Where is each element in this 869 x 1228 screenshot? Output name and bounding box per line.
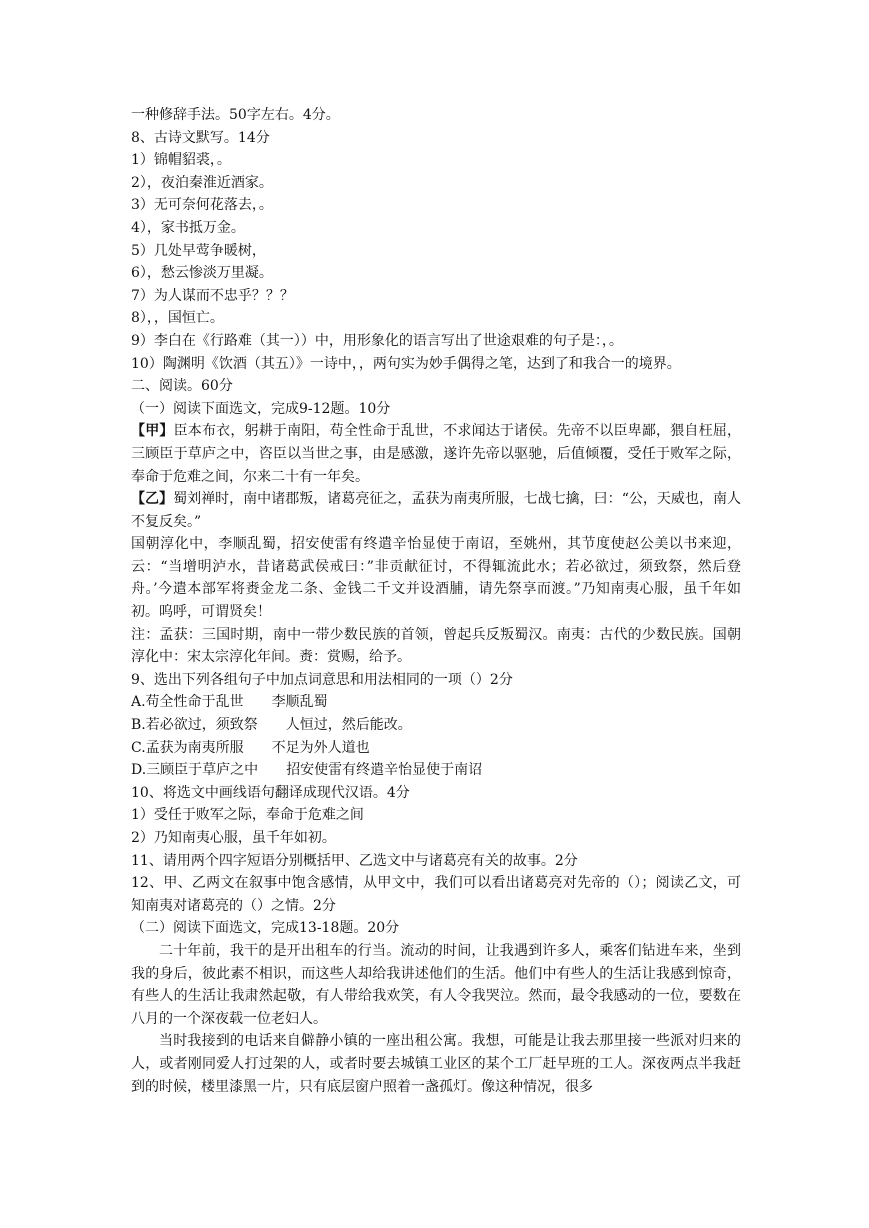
section-heading: 二、阅读。60分 (131, 378, 233, 395)
passage-yi-continued: 国朝淳化中，李顺乱蜀，招安使雷有终遣辛怡显使于南诏，至姚州，其节度使赵公美以书来迎，云：“当增明泸水，昔诸葛武侯戒曰：”非贡献征讨，不得辄流此水；若必欲过，须致祭，然后登舟。’今遣本部军将赉金龙二条、金钱二千文并设酒脯，请先祭享而渡。”乃知南夷心服，虽千年如初。呜呼，可谓贤矣！ (131, 536, 741, 621)
text-line: 9）李白在《行路难（其一））中，用形象化的语言写出了世途艰难的句子是：，。 (131, 332, 623, 349)
text-line: 8），，国恒亡。 (131, 310, 224, 327)
text-line: 4），家书抵万金。 (131, 219, 245, 236)
option-compare-text: 人恒过，然后能改。 (285, 717, 412, 734)
passage-tag: 【乙】 (131, 491, 174, 508)
translation-item: 2）乃知南夷心服，虽千年如初。 (131, 830, 336, 846)
option-compare-text: 李顺乱蜀 (271, 694, 328, 711)
option-compare-text: 不足为外人道也 (271, 739, 370, 756)
story-paragraph: 当时我接到的电话来自僻静小镇的一座出租公寓。我想，可能是让我去那里接一些派对归来的人，或者刚同爱人打过架的人，或者时要去城镇工业区的某个工厂赶早班的工人。深夜两点半我赶到的时候，楼里漆黑一片，只有底层窗户照着一盏孤灯。像这种情况，很多 (131, 1033, 741, 1095)
question-11: 11、请用两个四字短语分别概括甲、乙选文中与诸葛亮有关的故事。2分 (131, 852, 578, 869)
option-row (131, 737, 741, 760)
question-12: 12、甲、乙两文在叙事中饱含感情，从甲文中，我们可以看出诸葛亮对先帝的（）；阅读乙文，可知南夷对诸葛亮的（）之情。2分 (131, 875, 741, 914)
translation-item: 1）受任于败军之际，奉命于危难之间 (131, 807, 364, 824)
text-line: 2），夜泊秦淮近酒家。 (131, 174, 273, 191)
option-row (131, 714, 741, 737)
passage-text: 臣本布衣，躬耕于南阳，苟全性命于乱世，不求闻达于诸侯。先帝不以臣卑鄙，猥自枉屈，三顾臣于草庐之中，咨臣以当世之事，由是感激，遂许先帝以驱驰，后值倾覆，受任于败军之际，奉命于危难之间，尔来二十有一年矣。 (131, 423, 742, 485)
passage-tag: 【甲】 (131, 423, 174, 440)
option-row (131, 759, 741, 782)
option-text: C.孟获为南夷所服 (131, 739, 244, 756)
text-line: 5）几处早莺争暖树， (131, 242, 266, 259)
option-text: A.苟全性命于乱世 (131, 694, 244, 711)
question-10: 10、将选文中画线语句翻译成现代汉语。4分 (131, 784, 410, 801)
question-8-heading: 8、古诗文默写。14分 (131, 129, 270, 146)
subsection-heading: （一）阅读下面选文，完成9-12题。10分 (131, 400, 391, 417)
question-9: 9、选出下列各组句子中加点词意思和用法相同的一项（）2分 (131, 671, 513, 688)
text-line: 10）陶渊明《饮酒（其五）》一诗中，，两句实为妙手偶得之笔，达到了和我合一的境界。 (131, 355, 681, 372)
passage-yi (131, 488, 741, 533)
text-line: 6），愁云惨淡万里凝。 (131, 265, 273, 282)
option-text: D.三顾臣于草庐之中 (131, 762, 259, 779)
passage-jia (131, 420, 741, 488)
text-line: 3）无可奈何花落去，。 (131, 197, 273, 214)
story-paragraph: 二十年前，我干的是开出租车的行当。流动的时间，让我遇到许多人，乘客们钻进车来，坐到我的身后，彼此素不相识，而这些人却给我讲述他们的生活。他们中有些人的生活让我感到惊奇，有些人的生活让我肃然起敬，有人带给我欢笑，有人令我哭泣。然而，最令我感动的一位，要数在八月的一个深夜载一位老妇人。 (131, 942, 741, 1027)
text-line: 一种修辞手法。50字左右。4分。 (131, 107, 340, 123)
option-text: B.若必欲过，须致祭 (131, 717, 258, 734)
option-row (131, 691, 741, 714)
text-line: 1）锦帽貂裘，。 (131, 152, 231, 169)
notes: 注：孟获：三国时期，南中一带少数民族的首领，曾起兵反叛蜀汉。南夷：古代的少数民族。国朝淳化中：宋太宗淳化年间。赉：赏赐，给予。 (131, 626, 741, 666)
passage-text: 蜀刘禅时，南中诸郡叛，诸葛亮征之，孟获为南夷所服，七战七擒，曰：“公，天威也，南人不复反矣。” (131, 491, 742, 530)
option-compare-text: 招安使雷有终遣辛怡显使于南诏 (286, 762, 483, 779)
document-body (131, 104, 741, 1098)
subsection-heading: （二）阅读下面选文，完成13-18题。20分 (131, 920, 400, 937)
text-line: 7）为人谋而不忠乎？？？ (131, 287, 294, 304)
